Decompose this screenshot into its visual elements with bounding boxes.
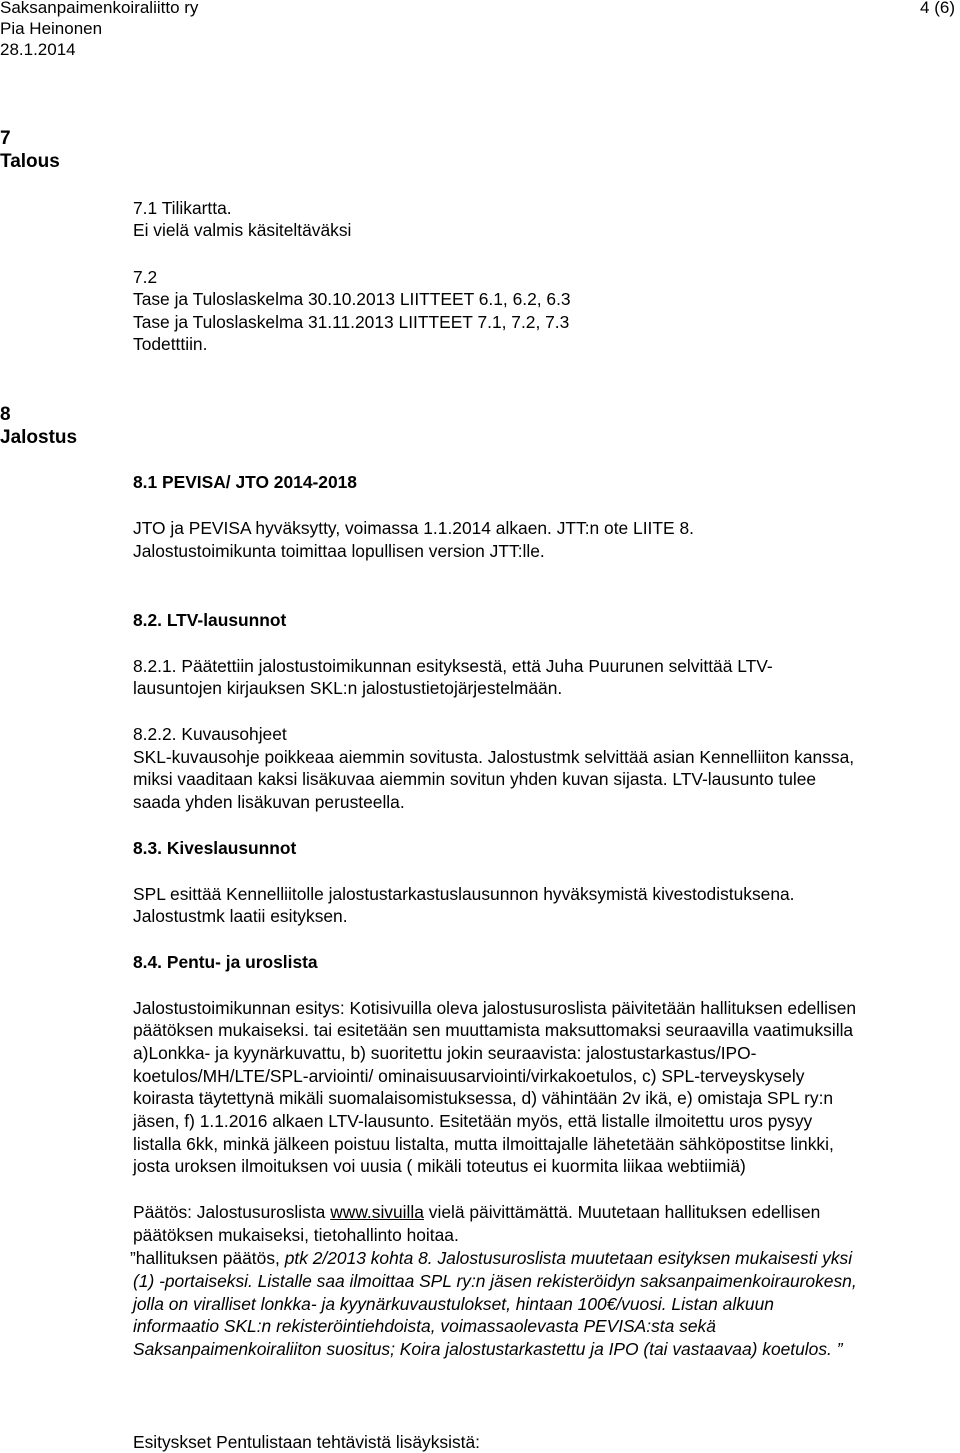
quote-line2: (1) -portaiseksi. Listalle saa ilmoittaa SPL ry:n jäsen rekisteröidyn saksanpaimenkoiraurokesn,: [133, 1271, 857, 1291]
s81-heading-text: 8.1 PEVISA/ JTO 2014-2018: [133, 472, 357, 492]
s81-line2: Jalostustoimikunta toimittaa lopullisen version JTT:lle.: [133, 541, 545, 561]
s83-line2: Jalostustmk laatii esityksen.: [133, 906, 348, 926]
s84-line4: koetulos/MH/LTE/SPL-arviointi/ ominaisuusarviointi/virkakoetulos, c) SPL-terveyskysely: [133, 1066, 805, 1086]
s84-line2: päätöksen mukaiseksi. tai esitetään sen muuttamista maksuttomaksi seuraavilla vaatimuksilla: [133, 1020, 854, 1040]
decision-line1: [133, 1202, 820, 1223]
quote-line3: jolla on viralliset lonkka- ja kyynärkuvaustulokset, hintaan 100€/vuosi. Listan alkuun: [133, 1294, 774, 1314]
header-date: 28.1.2014: [0, 40, 76, 59]
s822-line2: miksi vaaditaan kaksi lisäkuvaa aiemmin sovitun yhden kuvan sijasta. LTV-lausunto tulee: [133, 769, 817, 789]
quote-line1: [130, 1248, 852, 1269]
section-8-title: Jalostus: [0, 427, 78, 448]
header-author: Pia Heinonen: [0, 19, 103, 38]
s84-line5: koirasta täytettynä mikäli suomalaisomistuksessa, d) vähintään 2v ikä, e) omistaja SPL ry:n: [133, 1088, 834, 1108]
s72-line3: Todetttiin.: [133, 334, 208, 354]
s84-line3: a)Lonkka- ja kyynärkuvattu, b) suoritettu jokin seuraavista: jalostustarkastus/IPO-: [133, 1043, 757, 1063]
section-7-title: Talous: [0, 151, 60, 172]
s84-heading: 8.4. Pentu- ja uroslista: [133, 952, 318, 972]
quote-line1-italic: ptk 2/2013 kohta 8. Jalostusuroslista muutetaan esityksen mukaisesti yksi: [284, 1248, 853, 1268]
header-organization: Saksanpaimenkoiraliitto ry: [0, 0, 199, 17]
s81-line1: JTO ja PEVISA hyväksytty, voimassa 1.1.2014 alkaen. JTT:n ote LIITE 8.: [133, 518, 694, 538]
footer-line: Esityskset Pentulistaan tehtävistä lisäyksistä:: [133, 1432, 480, 1452]
section-8-number: 8: [0, 404, 11, 425]
s71-line2: Ei vielä valmis käsiteltäväksi: [133, 220, 352, 240]
s822-heading: 8.2.2. Kuvausohjeet: [133, 724, 287, 744]
s84-line7: listalla 6kk, minkä jälkeen poistuu listalta, mutta ilmoittajalle lähetetään sähköpostitse linkki,: [133, 1134, 834, 1154]
s82-heading: 8.2. LTV-lausunnot: [133, 610, 287, 630]
section-7-number: 7: [0, 128, 11, 149]
s821-line2: lausuntojen kirjauksen SKL:n jalostustietojärjestelmään.: [133, 678, 563, 698]
header-page-number: 4 (6): [920, 0, 955, 17]
quote-line1-plain: ”hallituksen päätös,: [130, 1248, 285, 1268]
s84-line1: Jalostustoimikunnan esitys: Kotisivuilla oleva jalostusuroslista päivitetään hallituksen edellisen: [133, 998, 857, 1018]
s72-line2: Tase ja Tuloslaskelma 31.11.2013 LIITTEET 7.1, 7.2, 7.3: [133, 312, 570, 332]
s72-number: 7.2: [133, 267, 158, 287]
decision-prefix: Päätös: Jalostusuroslista: [133, 1202, 331, 1222]
s84-line8: josta uroksen ilmoituksen voi uusia ( mikäli toteutus ei kuormita liikaa webtiimiä): [133, 1156, 746, 1176]
s71-line1: 7.1 Tilikartta.: [133, 198, 232, 218]
s821-line1: 8.2.1. Päätettiin jalostustoimikunnan esityksestä, että Juha Puurunen selvittää LTV-: [133, 656, 773, 676]
s83-line1: SPL esittää Kennelliitolle jalostustarkastuslausunnon hyväksymistä kivestodistuksena.: [133, 884, 795, 904]
quote-line4: informaatio SKL:n rekisteröintiehdoista, voimassaolevasta PEVISA:sta sekä: [133, 1316, 716, 1336]
s83-heading: 8.3. Kiveslausunnot: [133, 838, 297, 858]
s822-line1: SKL-kuvausohje poikkeaa aiemmin sovitusta. Jalostustmk selvittää asian Kennelliiton kanssa,: [133, 747, 855, 767]
s81-heading: [133, 472, 357, 493]
s822-line3: saada yhden lisäkuvan perusteella.: [133, 792, 405, 812]
quote-line5: Saksanpaimenkoiraliiton suositus; Koira jalostustarkastettu ja IPO (tai vastaavaa) koetulos. ”: [133, 1339, 843, 1359]
sivuilla-link[interactable]: www.sivuilla: [330, 1202, 424, 1222]
decision-line2: päätöksen mukaiseksi, tietohallinto hoitaa.: [133, 1225, 459, 1245]
s84-line6: jäsen, f) 1.1.2016 alkaen LTV-lausunto. Esitetään myös, että listalle ilmoitettu uros pysyy: [133, 1111, 813, 1131]
decision-suffix: vielä päivittämättä. Muutetaan hallituksen edellisen: [423, 1202, 821, 1222]
s72-line1: Tase ja Tuloslaskelma 30.10.2013 LIITTEET 6.1, 6.2, 6.3: [133, 289, 571, 309]
